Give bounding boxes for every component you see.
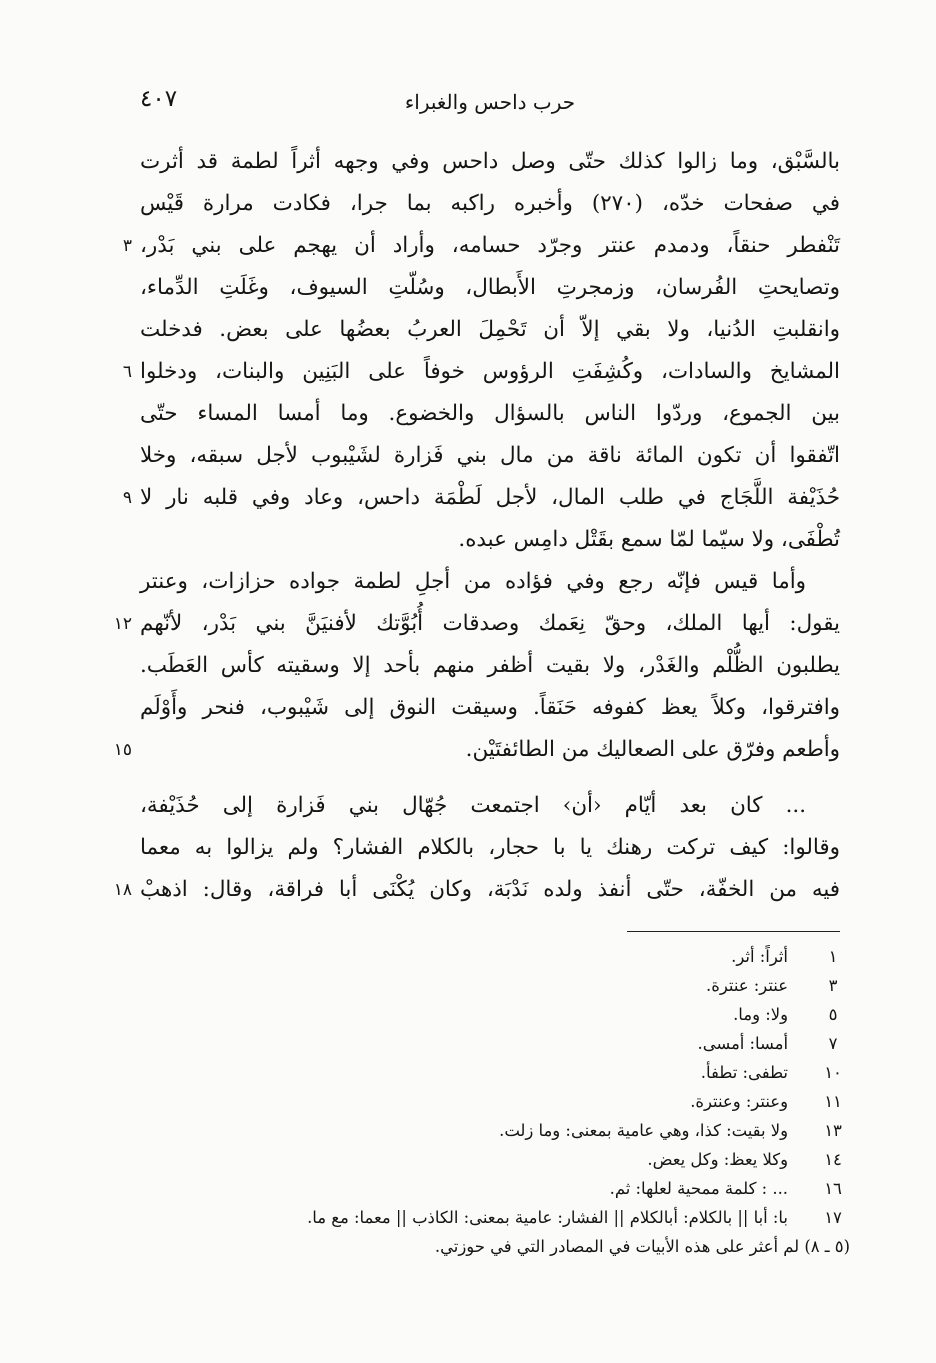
footnote-divider [627,931,840,932]
text-line [140,519,840,561]
line-text: بالسَّبْق، وما زالوا كذلك حتّى وصل داحس وفي وجهه أثراً لطمة قد أثرت [140,149,840,174]
line-text: المشايخ والسادات، وكُشِفَتِ الرؤوس خوفاً على البَنِين والبنات، ودخلوا [140,359,840,384]
running-header [140,84,840,124]
line-text: وأطعم وفرّق على الصعاليك من الطائفتَيْن. [465,737,840,762]
footnote [140,1116,850,1145]
line-text: حُذَيْفة اللَّجَاج في طلب المال، لأجل لَطْمَة داحس، وعاد وفي قلبه نار لا [140,485,840,510]
line-number: ١٨ [113,880,132,900]
footnote-text: عنتر: عنترة. [706,976,788,995]
text-line [122,351,840,393]
footnote-text: (٥ ـ ٨) لم أعثر على هذه الأبيات في المصادر التي في حوزتي. [434,1237,850,1256]
main-text [113,141,840,911]
footnote-text: ... : كلمة ممحية لعلها: ثم. [609,1179,788,1198]
footnote-text: وعنتر: وعنترة. [690,1092,788,1111]
line-text: اتّفقوا أن تكون المائة ناقة من مال بني فَزارة لشَيْبوب لأجل سبقه، وخلا [140,443,840,468]
footnote [140,1058,850,1087]
line-text: وتصايحتِ الفُرسان، وزمجرتِ الأَبطال، وسُلّتِ السيوف، وغَلَتِ الدِّماء، [140,275,840,300]
footnote [140,1000,850,1029]
footnote-text: با: أبا || بالكلام: أبالكلام || الفشار: عامية بمعنى: الكاذب || معما: مع ما. [307,1208,788,1227]
text-line [140,141,840,183]
footnote-line-ref: ١٠ [824,1063,842,1082]
line-text: تَنْفطر حنقاً، ودمدم عنتر وجرّد حسامه، وأراد أن يهجم على بني بَدْر، [140,233,840,258]
footnote [140,1145,850,1174]
text-line [140,561,840,603]
text-line [140,687,840,729]
line-text: في صفحات خدّه، (٢٧٠) وأخبره راكبه بما جرا، فكادت مرارة قَيْس [140,191,840,216]
footnote-line-ref: ١٧ [824,1208,842,1227]
footnote-text: ولا بقيت: كذا، وهي عامية بمعنى: وما زلت. [499,1121,788,1140]
line-text: يطلبون الظُّلْم والغَدْر، ولا بقيت أظفر منهم بأحد إلا وسقيته كأس العَطَب. [140,653,840,678]
line-text: تُطْفَى، ولا سيّما لمّا سمع بقَتْل دامِس عبده. [458,527,840,552]
footnote-line-ref: ٧ [828,1034,838,1053]
footnote-text: وكلا يعظ: وكل يعض. [647,1150,788,1169]
footnote-line-ref: ٣ [828,976,838,995]
line-text: ... كان بعد أيّام ‹أن› اجتمعت جُهّال بني فَزارة إلى حُذَيْفة، [140,793,806,818]
footnote-text: تطفى: تطفأ. [700,1063,788,1082]
footnote-line-ref: ١٦ [824,1179,842,1198]
footnote [140,1203,850,1232]
footnote-line-ref: ١٣ [824,1121,842,1140]
text-line [113,729,840,771]
footnotes [140,942,850,1261]
text-line [140,267,840,309]
footnote-line-ref: ١ [828,947,838,966]
line-text: وقالوا: كيف تركت رهنك يا با حجار، بالكلام الفشار؟ ولم يزالوا به معما [140,835,840,860]
footnote-text: أثراً: أثر. [731,947,788,966]
text-line [140,183,840,225]
footnote-line-ref: ٥ [828,1005,838,1024]
footnote [140,971,850,1000]
line-number: ٩ [122,488,132,508]
line-text: فيه من الخفّة، حتّى أنفذ ولده نَدْبَة، وكان يُكْنَى أبا فراقة، وقال: اذهبْ [140,877,840,902]
text-line [140,827,840,869]
footnote [140,942,850,971]
line-text: بين الجموع، وردّوا الناس بالسؤال والخضوع. وما أمسا المساء حتّى [140,401,840,426]
line-number: ١٥ [113,740,132,760]
running-title: حرب داحس والغبراء [404,90,576,114]
footnote [140,1087,850,1116]
line-text: وانقلبتِ الدُنيا، ولا بقي إلاّ أن تَحْمِلَ العربُ بعضُها على بعض. فدخلت [140,317,840,342]
text-line [122,477,840,519]
text-line [140,645,840,687]
footnote [140,1029,850,1058]
text-line [113,603,840,645]
line-number: ١٢ [113,614,132,634]
footnote [140,1232,850,1261]
line-text: وافترقوا، وكلاً يعظ كفوفه حَنَقاً. وسيقت النوق إلى شَيْبوب، فنحر وأَوْلَم [140,695,840,720]
text-line [140,309,840,351]
footnote-text: ولا: وما. [733,1005,788,1024]
line-number: ٣ [122,236,132,256]
text-line [140,785,840,827]
text-line [113,869,840,911]
text-line [140,393,840,435]
page-number: ٤٠٧ [140,86,178,112]
footnote-text: أمسا: أمسى. [697,1034,788,1053]
line-text: وأما قيس فإنّه رجع وفي فؤاده من أجلِ لطمة جواده حزازات، وعنتر [140,569,806,594]
footnote [140,1174,850,1203]
footnote-line-ref: ١٤ [824,1150,842,1169]
paragraph-gap [140,771,840,785]
text-line [140,435,840,477]
line-number: ٦ [122,362,132,382]
footnote-line-ref: ١١ [824,1092,842,1111]
line-text: يقول: أيها الملك، وحقّ نِعَمك وصدقات أُبُوَّتك لأفنيَنَّ بني بَدْر، لأنّهم [140,611,840,636]
text-line [122,225,840,267]
